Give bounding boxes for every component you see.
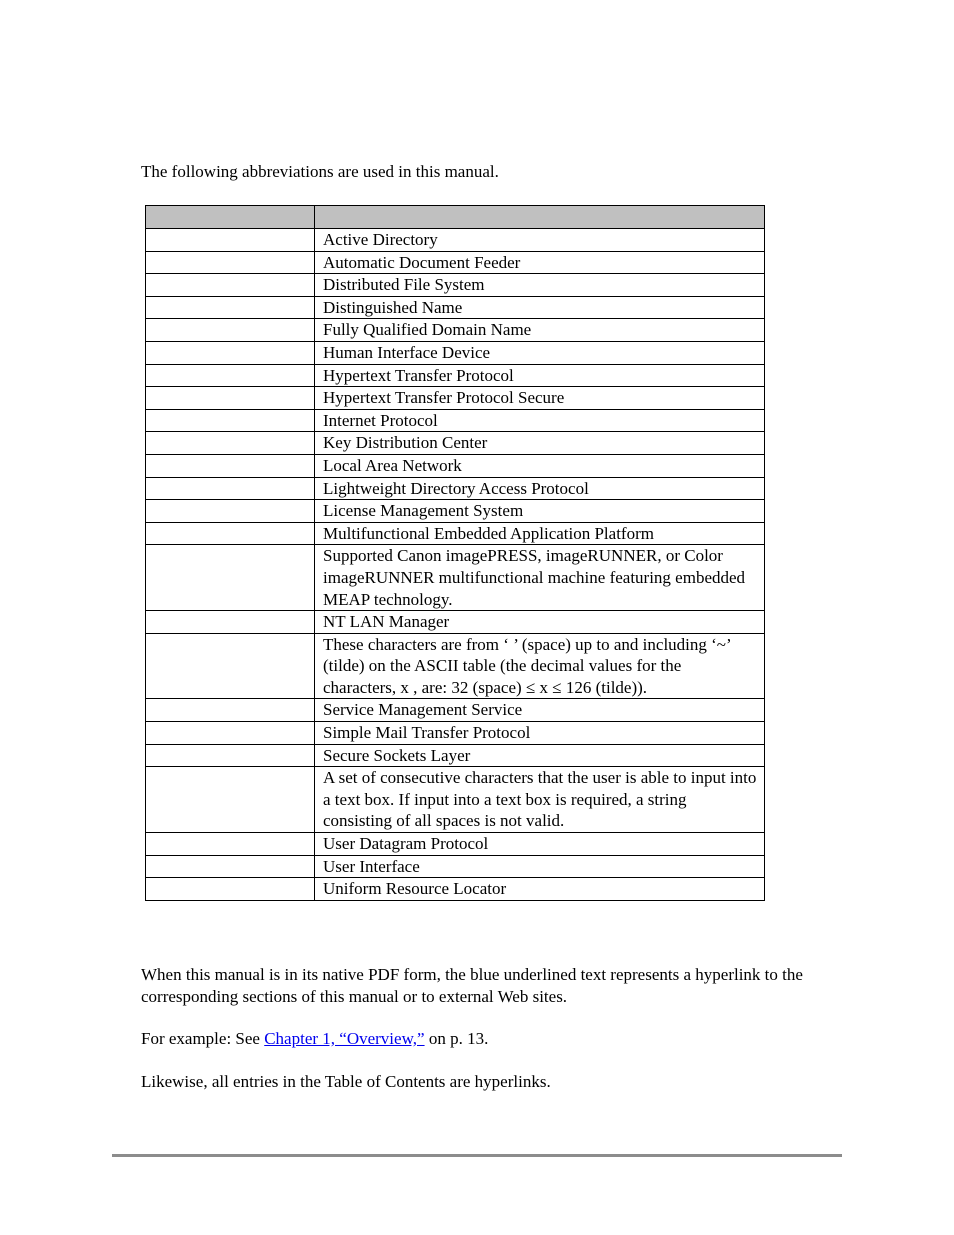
definition-cell: Uniform Resource Locator — [315, 878, 765, 901]
abbreviation-cell — [146, 274, 315, 297]
abbreviation-cell — [146, 387, 315, 410]
abbreviation-cell — [146, 767, 315, 833]
abbreviation-cell — [146, 341, 315, 364]
table-row — [146, 296, 765, 319]
abbreviation-cell — [146, 878, 315, 901]
definition-cell: Secure Sockets Layer — [315, 744, 765, 767]
table-row — [146, 855, 765, 878]
definition-cell: Service Management Service — [315, 699, 765, 722]
abbreviation-cell — [146, 319, 315, 342]
abbreviation-cell — [146, 699, 315, 722]
abbreviation-cell — [146, 633, 315, 699]
definition-cell: Lightweight Directory Access Protocol — [315, 477, 765, 500]
definition-cell: Active Directory — [315, 229, 765, 252]
table-row — [146, 319, 765, 342]
abbreviation-cell — [146, 229, 315, 252]
definition-cell: Local Area Network — [315, 454, 765, 477]
abbreviation-cell — [146, 611, 315, 634]
definition-cell: Multifunctional Embedded Application Platform — [315, 522, 765, 545]
table-row — [146, 545, 765, 611]
table-row — [146, 633, 765, 699]
abbreviation-cell — [146, 522, 315, 545]
example-suffix: on p. 13. — [424, 1029, 489, 1048]
table-row — [146, 611, 765, 634]
abbreviation-cell — [146, 477, 315, 500]
table-row — [146, 878, 765, 901]
footer-rule — [112, 1154, 842, 1157]
definition-cell: User Datagram Protocol — [315, 833, 765, 856]
definition-cell: Internet Protocol — [315, 409, 765, 432]
definition-cell: Simple Mail Transfer Protocol — [315, 722, 765, 745]
table-row — [146, 722, 765, 745]
table-row — [146, 409, 765, 432]
table-body — [146, 229, 765, 901]
table-row — [146, 744, 765, 767]
definition-cell: Automatic Document Feeder — [315, 251, 765, 274]
abbreviation-cell — [146, 364, 315, 387]
definition-cell: Supported Canon imagePRESS, imageRUNNER, or Color imageRUNNER multifunctional machine featuring embedded MEAP technology. — [315, 545, 765, 611]
example-prefix: For example: See — [141, 1029, 265, 1048]
abbreviation-cell — [146, 454, 315, 477]
table-row — [146, 274, 765, 297]
table-header — [146, 206, 765, 229]
definition-cell: NT LAN Manager — [315, 611, 765, 634]
table-row — [146, 477, 765, 500]
abbreviation-cell — [146, 296, 315, 319]
hyperlink-note: When this manual is in its native PDF form, the blue underlined text represents a hyperlink to the corresponding sections of this manual or to external Web sites. — [141, 965, 803, 1006]
toc-note: Likewise, all entries in the Table of Contents are hyperlinks. — [141, 1072, 551, 1091]
header-term — [146, 206, 315, 229]
abbreviation-cell — [146, 722, 315, 745]
table-row — [146, 454, 765, 477]
definition-cell: Hypertext Transfer Protocol Secure — [315, 387, 765, 410]
abbreviation-cell — [146, 500, 315, 523]
table-row — [146, 833, 765, 856]
abbreviation-cell — [146, 251, 315, 274]
header-definition — [315, 206, 765, 229]
table-row — [146, 364, 765, 387]
definition-cell: Hypertext Transfer Protocol — [315, 364, 765, 387]
abbreviation-cell — [146, 833, 315, 856]
table-row — [146, 767, 765, 833]
abbreviations-table — [145, 205, 765, 901]
table-row — [146, 229, 765, 252]
table-row — [146, 522, 765, 545]
abbreviation-cell — [146, 855, 315, 878]
definition-cell: License Management System — [315, 500, 765, 523]
chapter-1-overview-link[interactable]: Chapter 1, “Overview,” — [264, 1029, 425, 1048]
table-row — [146, 341, 765, 364]
definition-cell: Distributed File System — [315, 274, 765, 297]
abbreviation-cell — [146, 432, 315, 455]
table-row — [146, 699, 765, 722]
definition-cell: User Interface — [315, 855, 765, 878]
definition-cell: These characters are from ‘ ’ (space) up to and including ‘~’ (tilde) on the ASCII table (the decimal values for the characters, x , are: 32 (space) ≤ x ≤ 126 (tilde)). — [315, 633, 765, 699]
abbreviation-cell — [146, 545, 315, 611]
definition-cell: Fully Qualified Domain Name — [315, 319, 765, 342]
table-row — [146, 251, 765, 274]
abbreviation-cell — [146, 409, 315, 432]
intro-text: The following abbreviations are used in this manual. — [141, 162, 499, 181]
table-row — [146, 387, 765, 410]
definition-cell: Human Interface Device — [315, 341, 765, 364]
definition-cell: A set of consecutive characters that the user is able to input into a text box. If input into a text box is required, a string consisting of all spaces is not valid. — [315, 767, 765, 833]
table-row — [146, 432, 765, 455]
abbreviation-cell — [146, 744, 315, 767]
definition-cell: Key Distribution Center — [315, 432, 765, 455]
table-row — [146, 500, 765, 523]
definition-cell: Distinguished Name — [315, 296, 765, 319]
example-paragraph — [141, 1028, 861, 1050]
